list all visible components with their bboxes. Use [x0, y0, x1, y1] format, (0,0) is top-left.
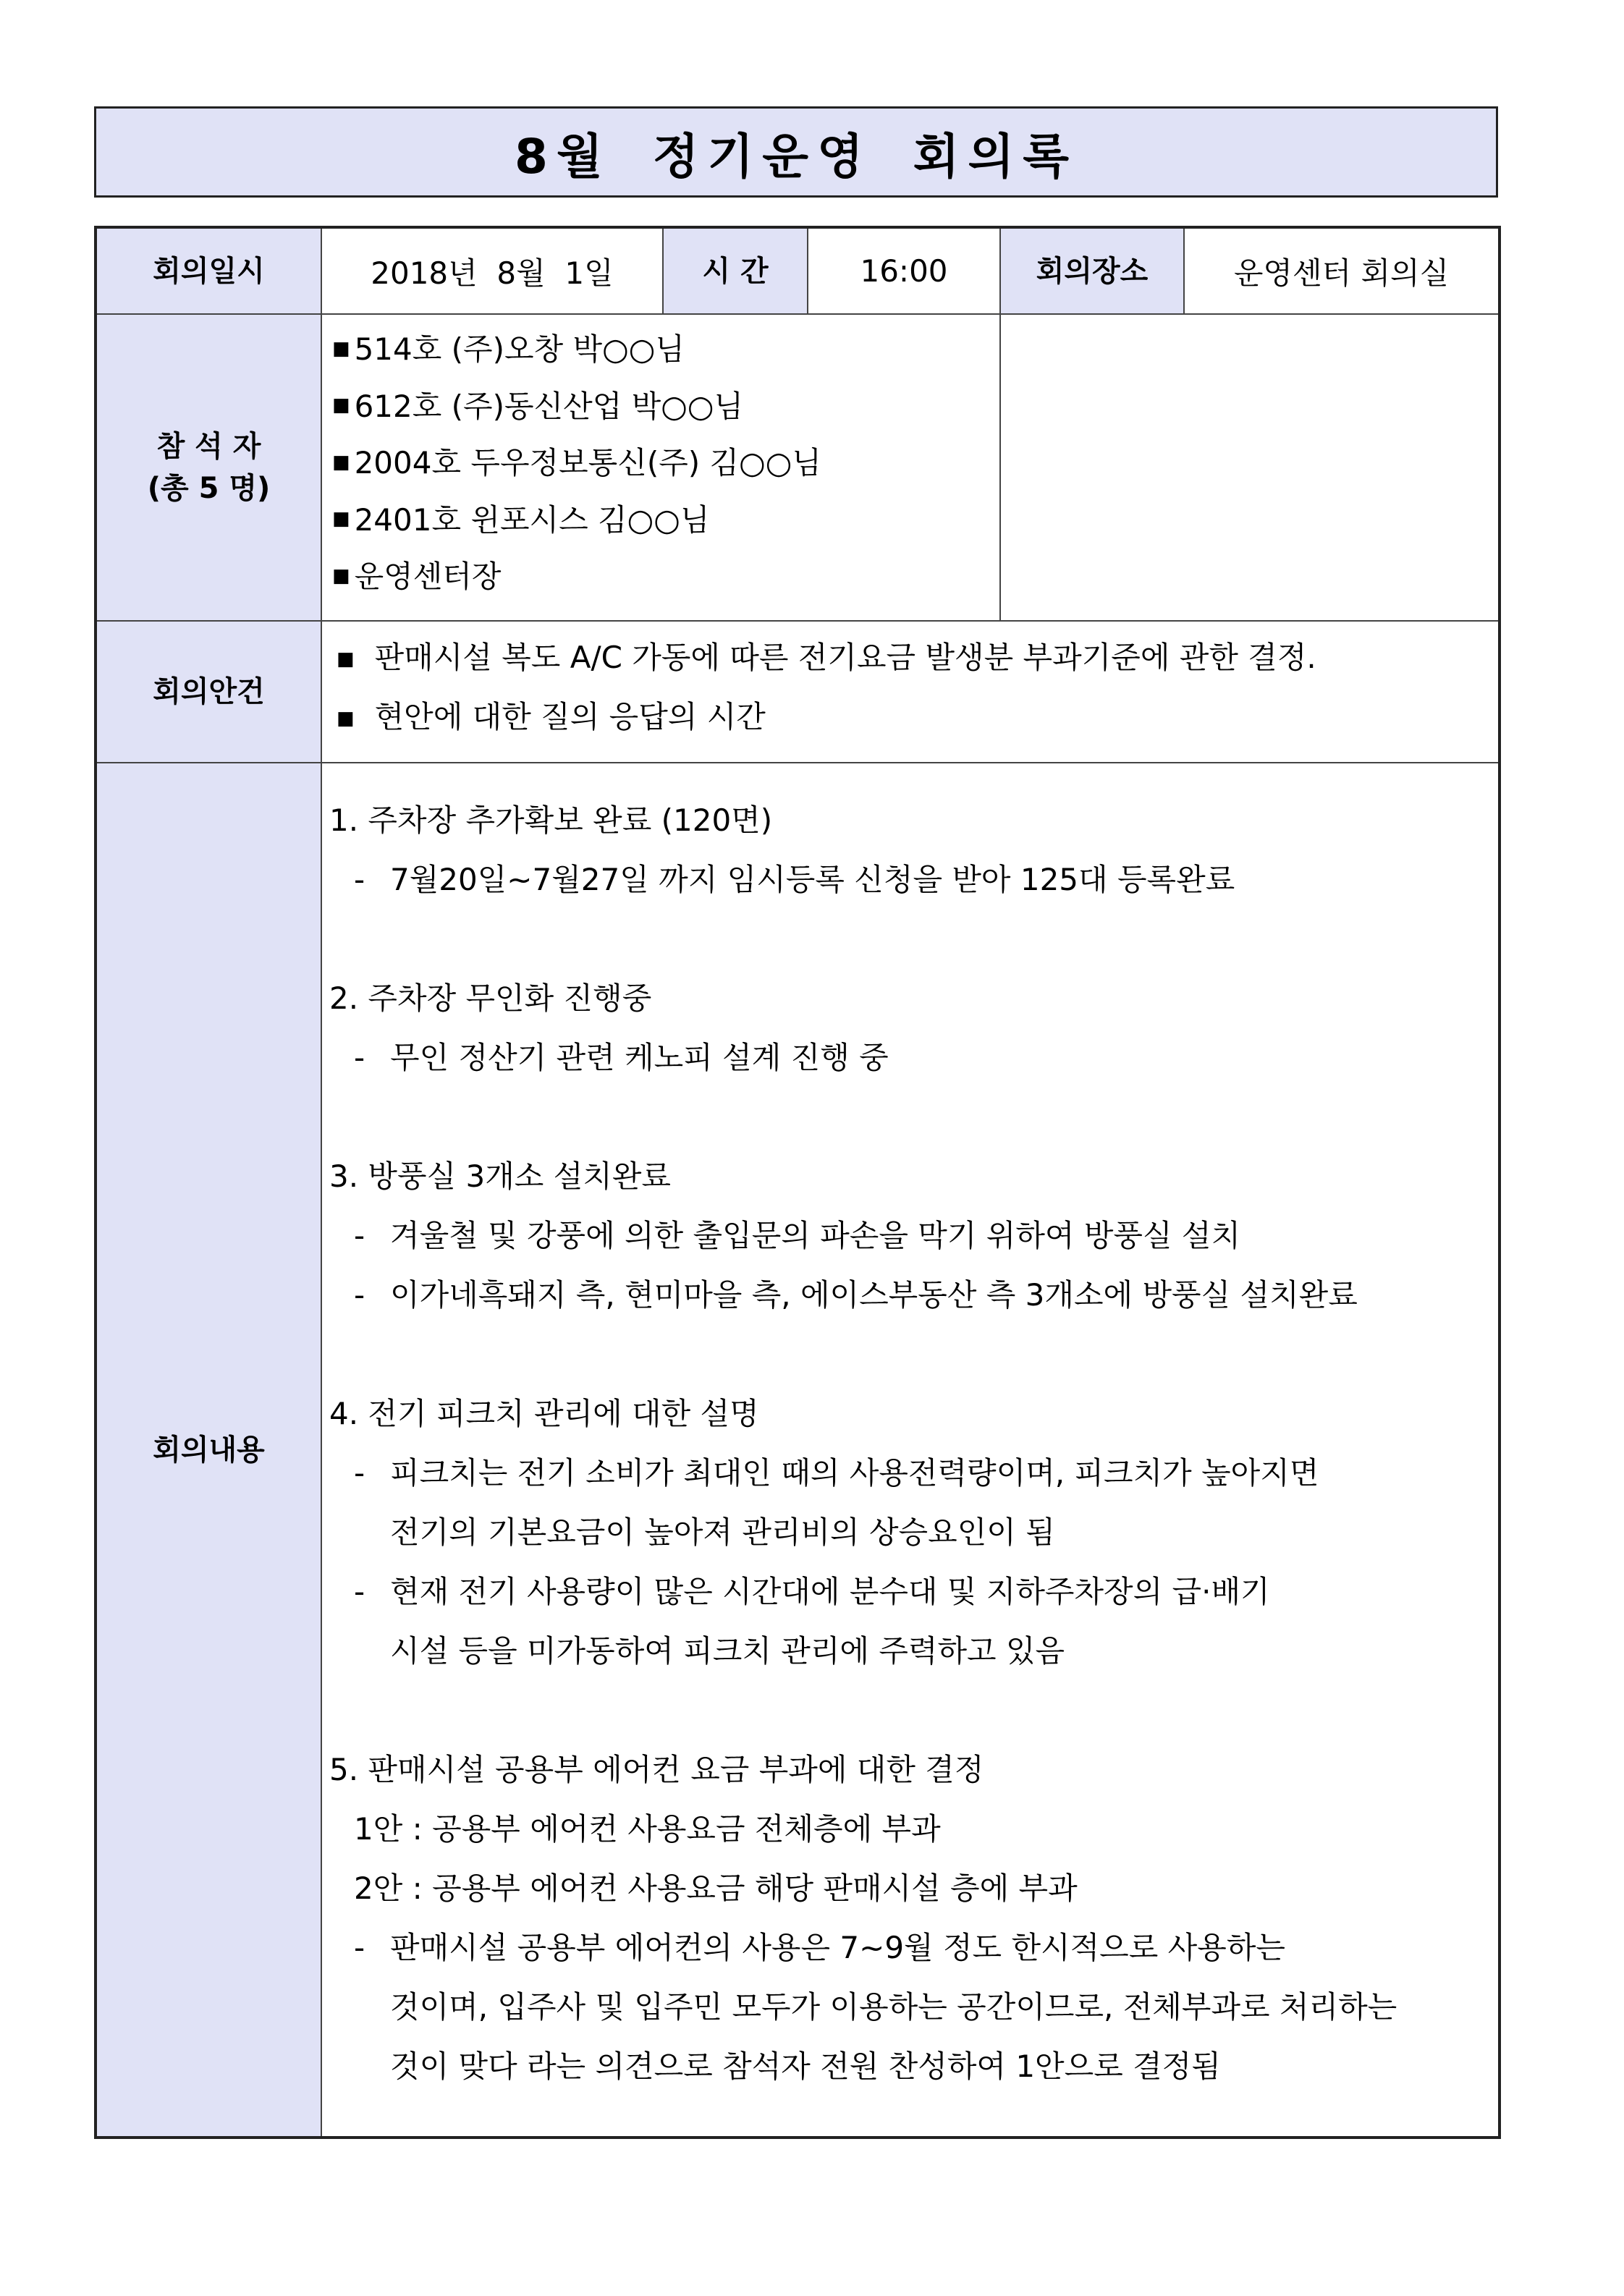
- option-item: 2안 : 공용부 에어컨 사용요금 해당 판매시설 층에 부과: [354, 1871, 1078, 1906]
- date-value: 2018년 8월 1일: [321, 227, 663, 314]
- section-detail: - 7월20일~7월27일 까지 임시등록 신청을 받아 125대 등록완료: [354, 862, 1235, 897]
- agenda-cell: [321, 621, 1500, 763]
- option-item: 1안 : 공용부 에어컨 사용요금 전체층에 부과: [354, 1811, 941, 1847]
- minutes-table: [94, 226, 1501, 2139]
- agenda-list: [322, 622, 1498, 749]
- section-heading: 3. 방풍실 3개소 설치완료: [329, 1158, 671, 1194]
- document-title: 8월 정기운영 회의록: [515, 128, 1078, 185]
- square-bullet-icon: ■: [337, 708, 355, 729]
- section-detail: - 피크치는 전기 소비가 최대인 때의 사용전력량이며, 피크치가 높아지면: [354, 1455, 1319, 1491]
- section-detail-continued: 전기의 기본요금이 높아져 관리비의 상승요인이 됨: [390, 1515, 1055, 1550]
- attendees-row: [96, 314, 1500, 621]
- section-heading: 5. 판매시설 공용부 에어컨 요금 부과에 대한 결정: [329, 1752, 984, 1787]
- section-detail: - 무인 정산기 관련 케노피 설계 진행 중: [354, 1040, 889, 1075]
- section-detail: - 현재 전기 사용량이 많은 시간대에 분수대 및 지하주차장의 급·배기: [354, 1574, 1270, 1609]
- agenda-label: 회의안건: [96, 621, 321, 763]
- section-detail: - 겨울철 및 강풍에 의한 출입문의 파손을 막기 위하여 방풍실 설치: [354, 1218, 1241, 1253]
- list-item: ■ 2004호 두우정보통신(주) 김○○님: [332, 445, 821, 480]
- list-item: ■ 판매시설 복도 A/C 가동에 따른 전기요금 발생분 부과기준에 관한 결정.: [337, 640, 1316, 675]
- section-detail: - 이가네흑돼지 측, 현미마을 측, 에이스부동산 측 3개소에 방풍실 설치완료: [354, 1277, 1358, 1313]
- document-title-box: [94, 106, 1498, 198]
- attendees-list: [322, 315, 999, 606]
- list-item: ■ 514호 (주)오창 박○○님: [332, 331, 685, 367]
- section-heading: 1. 주차장 추가확보 완료 (120면): [329, 802, 773, 838]
- attendees-label-count: (총 5 명): [147, 472, 271, 505]
- square-bullet-icon: ■: [332, 337, 350, 360]
- meeting-content: [322, 763, 1498, 2125]
- attendees-label: [96, 314, 321, 621]
- list-item: ■ 현안에 대한 질의 응답의 시간: [337, 699, 766, 734]
- meeting-info-row: [96, 227, 1500, 314]
- content-cell: [321, 763, 1500, 2138]
- date-label: 회의일시: [96, 227, 321, 314]
- square-bullet-icon: ■: [337, 648, 355, 670]
- section-heading: 2. 주차장 무인화 진행중: [329, 980, 652, 1016]
- square-bullet-icon: ■: [332, 564, 350, 587]
- list-item: ■ 2401호 윈포시스 김○○님: [332, 501, 710, 538]
- section-detail: - 판매시설 공용부 에어컨의 사용은 7~9월 정도 한시적으로 사용하는: [354, 1930, 1285, 1965]
- time-value: 16:00: [808, 227, 1000, 314]
- attendees-label-title: 참 석 자: [156, 430, 261, 463]
- place-value: 운영센터 회의실: [1184, 227, 1500, 314]
- agenda-row: [96, 621, 1500, 763]
- list-item: ■ 612호 (주)동신산업 박○○님: [332, 388, 744, 424]
- attendees-empty-cell: [1000, 314, 1500, 621]
- list-item: ■ 운영센터장: [332, 559, 502, 594]
- content-row: [96, 763, 1500, 2138]
- section-detail-continued: 것이며, 입주사 및 입주민 모두가 이용하는 공간이므로, 전체부과로 처리하는: [390, 1989, 1397, 2025]
- section-detail-continued: 것이 맞다 라는 의견으로 참석자 전원 찬성하여 1안으로 결정됨: [390, 2049, 1221, 2084]
- attendees-list-cell: [321, 314, 1000, 621]
- square-bullet-icon: ■: [332, 508, 350, 530]
- section-heading: 4. 전기 피크치 관리에 대한 설명: [329, 1396, 759, 1431]
- square-bullet-icon: ■: [332, 451, 350, 473]
- place-label: 회의장소: [1000, 227, 1184, 314]
- time-label: 시 간: [663, 227, 808, 314]
- content-label: 회의내용: [96, 763, 321, 2138]
- section-detail-continued: 시설 등을 미가동하여 피크치 관리에 주력하고 있음: [390, 1633, 1065, 1669]
- square-bullet-icon: ■: [332, 394, 350, 416]
